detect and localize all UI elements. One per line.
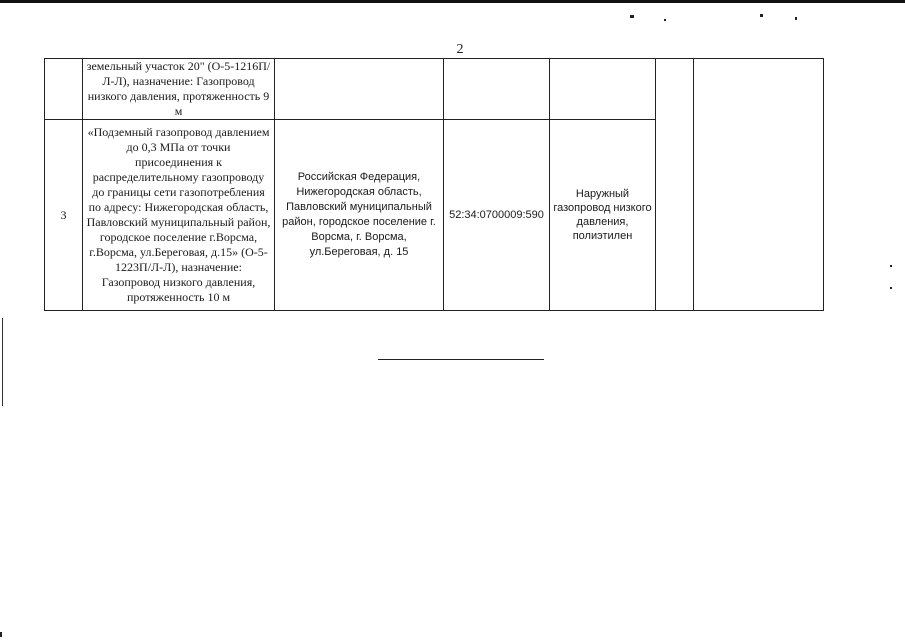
scan-speck [760,14,763,17]
cell-extra [656,59,824,311]
cell-cadastral-number [444,59,550,120]
page-number: 2 [456,42,464,57]
table-row [45,59,824,120]
top-scan-rule [0,0,905,3]
cell-address: Российская Федерация, Нижегородская область, Павловский муниципальный район, городское поселение г. Ворсма, г. Ворсма, ул.Береговая, д. 15 [275,120,444,311]
scan-speck [890,287,892,289]
footer-separator-line [378,359,544,360]
scan-speck [795,17,797,20]
scan-double-border [693,59,694,310]
scan-margin-line [2,318,3,406]
cell-number: 3 [45,120,83,311]
cell-number [45,59,83,120]
scan-speck [890,265,892,267]
cell-address [275,59,444,120]
scan-speck [0,632,2,637]
cell-object-name: «Подземный газопровод давлением до 0,3 МПа от точки присоединения к распределительному газопроводу до границы сети газопотребления по адресу: Нижегородская область, Павловский муниципальный район, городское поселение г.Ворсма, г.Ворсма, ул.Береговая, д.15» (О-5-1223П/Л-Л), назначение: Газопровод низкого давления, протяженность 10 м [83,120,275,311]
cell-description: Наружный газопровод низкого давления, полиэтилен [550,120,656,311]
cell-object-name: земельный участок 20" (О-5-1216П/Л-Л), назначение: Газопровод низкого давления, протяженность 9 м [83,59,275,120]
cell-description [550,59,656,120]
scan-speck [630,15,634,18]
scan-speck [664,19,666,21]
registry-table [44,58,824,311]
cell-cadastral-number: 52:34:0700009:590 [444,120,550,311]
